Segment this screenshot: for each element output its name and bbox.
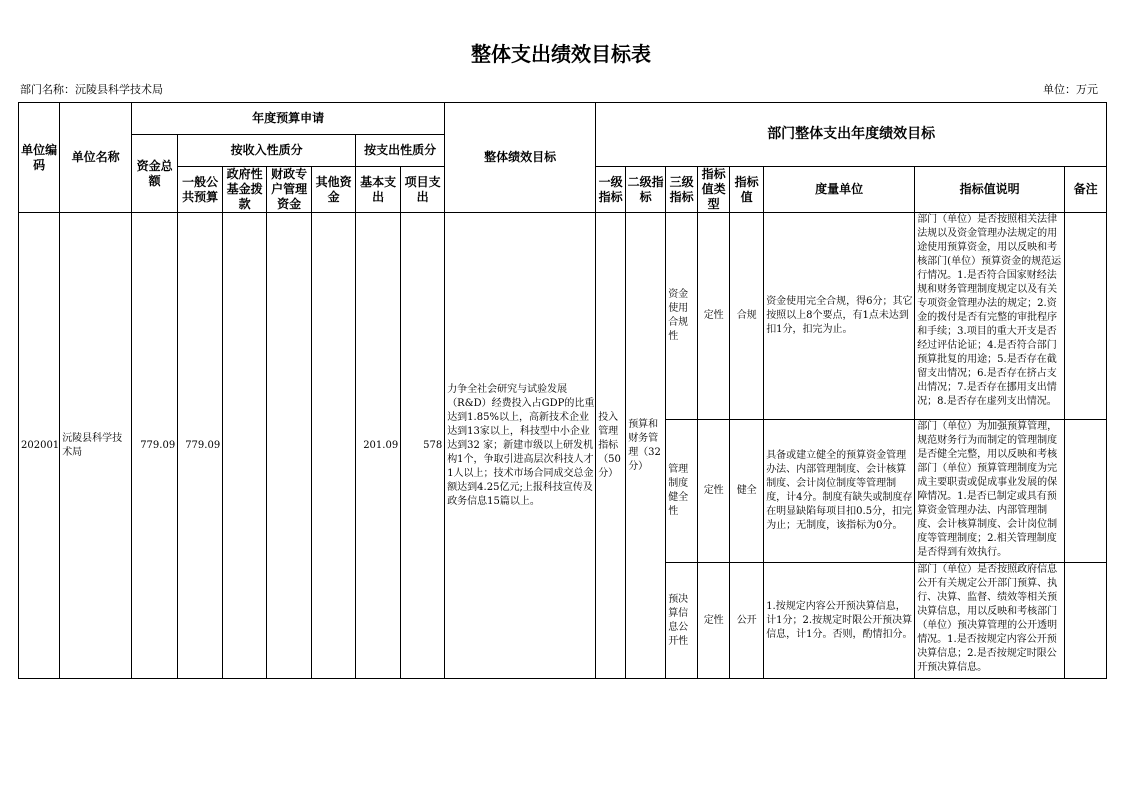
cell-remark (1065, 213, 1107, 420)
header-remark: 备注 (1065, 167, 1107, 213)
header-level1: 一级指标 (596, 167, 626, 213)
cell-value-desc: 部门（单位）是否按照政府信息公开有关规定公开部门预算、执行、决算、监督、绩效等相关预决算信息，用以反映和考核部门（单位）预决算管理的公开透明情况。1.是否按规定内容公开预决算信息；2.是否按规定时限公开预决算信息。 (915, 563, 1065, 679)
header-unit-name: 单位名称 (60, 103, 132, 213)
currency-unit: 单位：万元 (1043, 83, 1098, 96)
cell-measure: 资金使用完全合规，得6分；其它按照以上8个要点，有1点未达到扣1分，扣完为止。 (764, 213, 915, 420)
header-unit-code: 单位编码 (19, 103, 60, 213)
cell-indicator-value: 公开 (730, 563, 764, 679)
cell-unit-name: 沅陵县科学技术局 (60, 213, 132, 679)
unit-prefix-clipped: 单位 (1043, 83, 1065, 96)
header-indicator-type: 指标值类型 (698, 167, 730, 213)
cell-level2: 预算和财务管理（32分） (626, 213, 666, 679)
cell-special (267, 213, 312, 679)
cell-value-desc: 部门（单位）为加强预算管理，规范财务行为而制定的管理制度是否健全完整，用以反映和考核部门（单位）预算管理制度为完成主要职责或促成事业发展的保障情况。1.是否已制定或具有预算资金管理办法、内部管理制度、会计核算制度、会计岗位制度等管理制度；2.相关管理制度是否得到有效执行。 (915, 420, 1065, 563)
header-measure-unit: 度量单位 (764, 167, 915, 213)
header-by-income: 按收入性质分 (178, 135, 356, 167)
page-title: 整体支出绩效目标表 (471, 42, 651, 66)
header-level2: 二级指标 (626, 167, 666, 213)
cell-project: 578 (401, 213, 445, 679)
header-level3: 三级指标 (666, 167, 698, 213)
header-indicator-value: 指标值 (730, 167, 764, 213)
performance-table (18, 102, 1107, 679)
header-dept-goal: 部门整体支出年度绩效目标 (596, 103, 1107, 167)
cell-indicator-type: 定性 (698, 213, 730, 420)
header-basic-expense: 基本支出 (356, 167, 401, 213)
cell-unit-code: 202001 (19, 213, 60, 679)
cell-level3: 预决算信息公开性 (666, 563, 698, 679)
header-total-funds: 资金总额 (132, 135, 178, 213)
cell-indicator-type: 定性 (698, 420, 730, 563)
header-other-fund: 其他资金 (312, 167, 356, 213)
cell-general: 779.09 (178, 213, 223, 679)
cell-level1: 投入管理指标（50分） (596, 213, 626, 679)
cell-indicator-value: 合规 (730, 213, 764, 420)
cell-overall-goal: 力争全社会研究与试验发展（R&D）经费投入占GDP的比重达到1.85%以上，高新技术企业达到13家以上，科技型中小企业达到32 家；新建市级以上研发机构1个，争取引进高层次科技人才1人以上；技术市场合同成交总金额达到4.25亿元;上报科技宣传及政务信息15篇以上。 (445, 213, 596, 679)
department-name: 部门名称：沅陵县科学技术局 (20, 83, 163, 96)
cell-gov-fund (223, 213, 267, 679)
header-project-expense: 项目支出 (401, 167, 445, 213)
header-value-desc: 指标值说明 (915, 167, 1065, 213)
cell-level3: 资金使用合规性 (666, 213, 698, 420)
cell-indicator-type: 定性 (698, 563, 730, 679)
header-gov-fund: 政府性基金拨款 (223, 167, 267, 213)
cell-level3: 管理制度健全性 (666, 420, 698, 563)
cell-measure: 具备或建立健全的预算资金管理办法、内部管理制度、会计核算制度、会计岗位制度等管理制度，计4分。制度有缺失或制度存在明显缺陷每项目扣0.5分，扣完为止；无制度，该指标为0分。 (764, 420, 915, 563)
cell-indicator-value: 健全 (730, 420, 764, 563)
header-overall-goal: 整体绩效目标 (445, 103, 596, 213)
cell-value-desc: 部门（单位）是否按照相关法律法规以及资金管理办法规定的用途使用预算资金，用以反映和考核部门(单位）预算资金的规范运行情况。1.是否符合国家财经法规和财务管理制度规定以及有关专项资金管理办法的规定；2.资金的拨付是否有完整的审批程序和手续；3.项目的重大开支是否经过评估论证；4.是否符合部门预算批复的用途；5.是否存在截留支出情况；6.是否存在挤占支出情况；7.是否存在挪用支出情况；8.是否存在虚列支出情况。 (915, 213, 1065, 420)
cell-total: 779.09 (132, 213, 178, 679)
header-special-fund: 财政专户管理资金 (267, 167, 312, 213)
cell-remark (1065, 420, 1107, 563)
cell-basic: 201.09 (356, 213, 401, 679)
header-by-expense: 按支出性质分 (356, 135, 445, 167)
header-general-budget: 一般公共预算 (178, 167, 223, 213)
cell-measure: 1.按规定内容公开预决算信息，计1分；2.按规定时限公开预决算信息，计1分。否则，酌情扣分。 (764, 563, 915, 679)
cell-remark (1065, 563, 1107, 679)
header-annual-budget: 年度预算申请 (132, 103, 445, 135)
cell-other (312, 213, 356, 679)
